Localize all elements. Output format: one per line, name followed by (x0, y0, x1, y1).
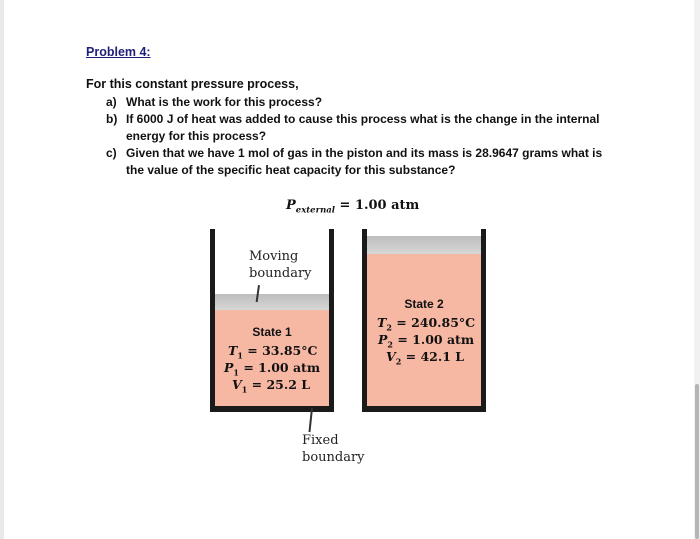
state-2-pressure: $P_2 = 1.00$ atm (378, 332, 475, 350)
question-a (106, 93, 606, 111)
piston-state-2 (367, 236, 481, 254)
moving-boundary-label: Moving boundary (249, 249, 312, 281)
state-1-pressure: $P_1 = 1.00$ atm (224, 360, 321, 378)
state-1-temperature: $T_1 = 33.85^\circ C$ (228, 343, 318, 361)
question-text: the value of the specific heat capacity for this substance? (126, 163, 456, 177)
fixed-boundary-label: Fixed boundary (302, 433, 365, 465)
problem-intro: For this constant pressure process, (86, 77, 299, 91)
state-2-temperature: $T_2 = 240.85^\circ C$ (377, 315, 476, 333)
question-letter: b) (106, 112, 118, 126)
external-pressure-label: $P_{external} = 1.00$ atm (286, 198, 420, 216)
piston-state-1 (215, 294, 329, 310)
state-1-title: State 1 (252, 325, 292, 339)
question-c (106, 144, 626, 180)
question-letter: a) (106, 95, 117, 109)
question-text: Given that we have 1 mol of gas in the piston and its mass is 28.9647 grams what is (126, 146, 603, 160)
state-2-title: State 2 (404, 297, 444, 311)
question-text: What is the work for this process? (126, 95, 323, 109)
scrollbar-thumb[interactable] (695, 384, 699, 539)
page-edge (0, 0, 4, 539)
state-1-volume: $V_1 = 25.2$ L (232, 377, 311, 395)
question-letter: c) (106, 146, 117, 160)
problem-title: Problem 4: (86, 45, 151, 59)
question-text: energy for this process? (126, 129, 267, 143)
question-b (106, 110, 626, 146)
question-text: If 6000 J of heat was added to cause this process what is the change in the internal (126, 112, 600, 126)
state-2-volume: $V_2 = 42.1$ L (386, 349, 465, 367)
